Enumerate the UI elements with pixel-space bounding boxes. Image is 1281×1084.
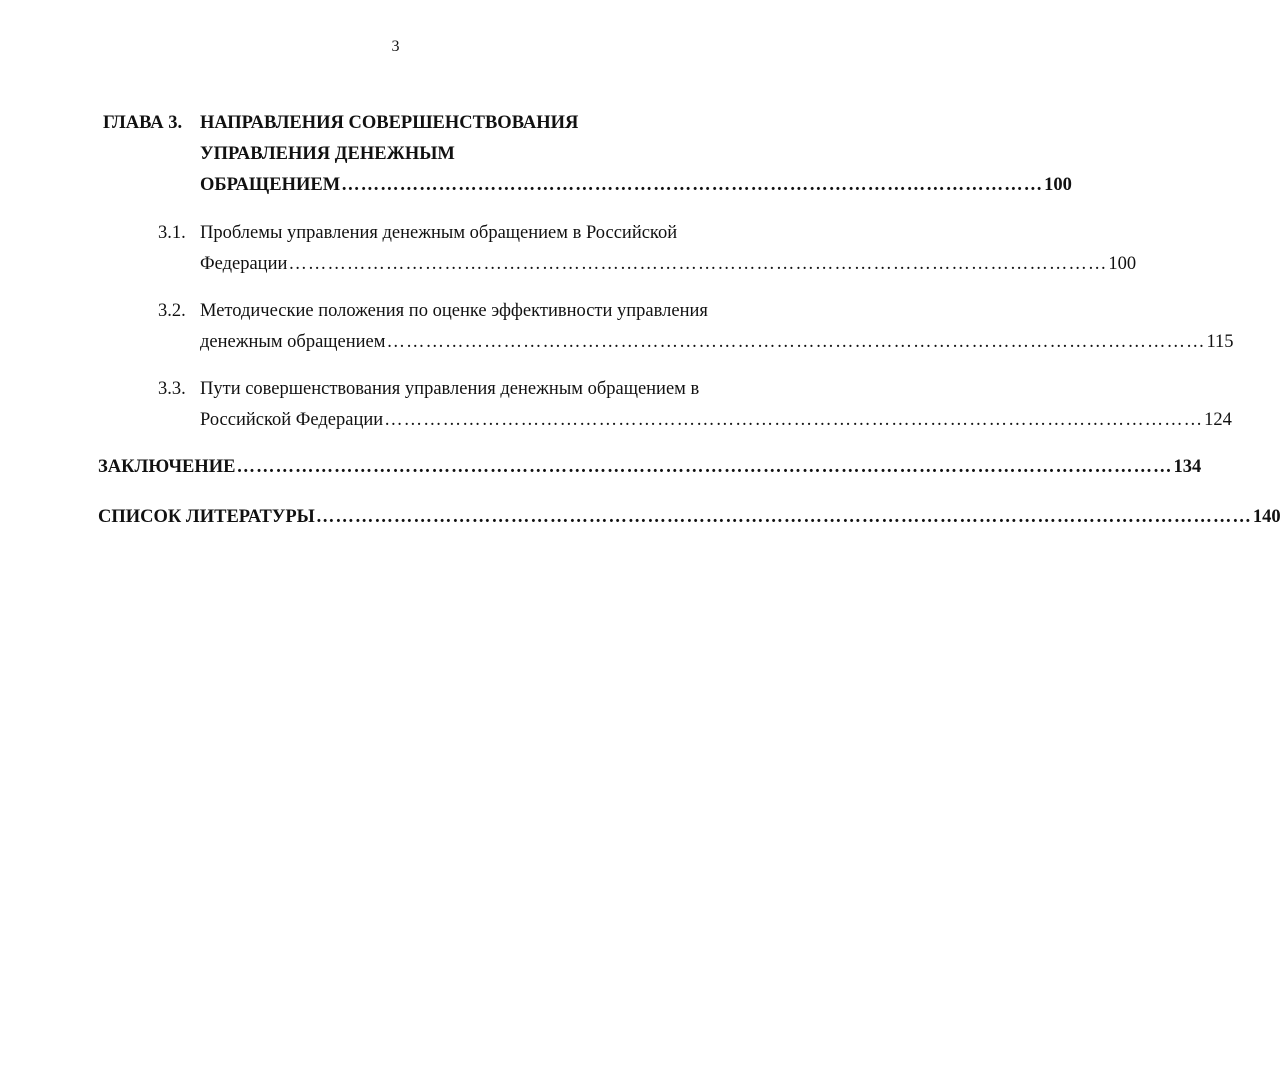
toc-entry-3-3[interactable] [200,409,1232,431]
references-page-number: 140 [1252,507,1281,527]
section-number-3-3: 3.3. [158,379,186,399]
chapter-title-line1: НАПРАВЛЕНИЯ СОВЕРШЕНСТВОВАНИЯ [200,113,579,133]
toc-entry-3-1[interactable] [200,253,1137,275]
toc-entry-chapter-3[interactable] [200,174,1072,196]
section-number-3-2: 3.2. [158,301,186,321]
dot-leader: ……………………………………………………………………………………………………………… [288,254,1108,274]
chapter-page-number: 100 [1044,175,1072,195]
conclusion-page-number: 134 [1173,457,1202,477]
section-3-2-title-line1: Методические положения по оценке эффективности управления [200,301,708,321]
section-number-3-1: 3.1. [158,223,186,243]
chapter-label: ГЛАВА 3. [103,113,183,133]
dot-leader: ……………………………………………………………………………………………………………………………… [315,507,1252,527]
chapter-title-line3: ОБРАЩЕНИЕМ [200,175,341,195]
section-3-1-page-number: 100 [1108,254,1137,274]
conclusion-title: ЗАКЛЮЧЕНИЕ [98,457,236,477]
dot-leader: ……………………………………………………………………………………………… [341,175,1044,195]
dot-leader: ……………………………………………………………………………………………………………………………… [236,457,1173,477]
section-3-3-page-number: 124 [1204,410,1232,430]
dot-leader: ……………………………………………………………………………………………………………… [386,332,1206,352]
toc-entry-conclusion[interactable] [98,456,1202,478]
references-title: СПИСОК ЛИТЕРАТУРЫ [98,507,315,527]
chapter-title-line2: УПРАВЛЕНИЯ ДЕНЕЖНЫМ [200,144,455,164]
page-number: 3 [391,38,400,55]
section-3-3-title-line2: Российской Федерации [200,410,384,430]
section-3-2-title-line2: денежным обращением [200,332,386,352]
section-3-2-page-number: 115 [1206,332,1234,352]
section-3-1-title-line2: Федерации [200,254,288,274]
section-3-1-title-line1: Проблемы управления денежным обращением в Российской [200,223,678,243]
section-3-3-title-line1: Пути совершенствования управления денежным обращением в [200,379,700,399]
dot-leader: ……………………………………………………………………………………………………………… [384,410,1204,430]
toc-entry-references[interactable] [98,506,1281,528]
toc-entry-3-2[interactable] [200,331,1234,353]
